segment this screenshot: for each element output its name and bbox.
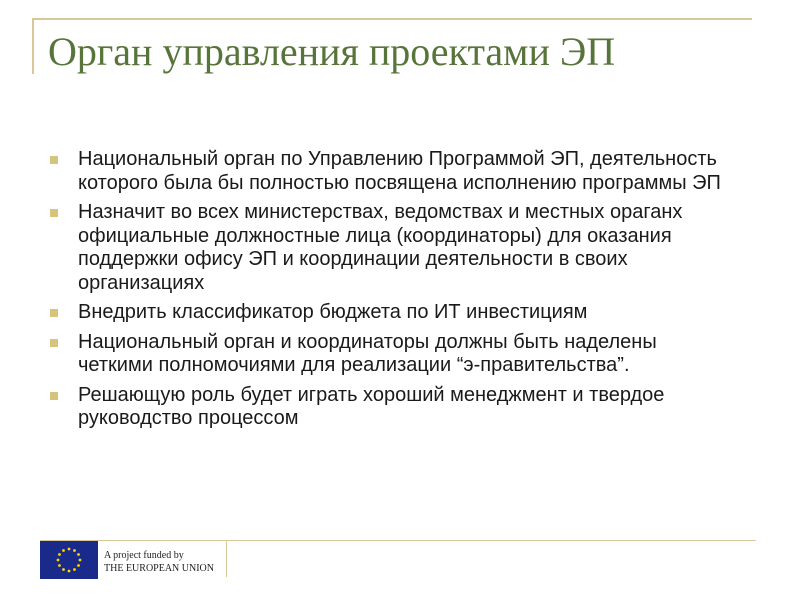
bullet-text: Национальный орган по Управлению Программой ЭП, деятельность которого была бы полностью посвящена исполнению программы ЭП: [78, 148, 721, 194]
bullet-item: [48, 201, 728, 295]
bullet-text: Национальный орган и координаторы должны быть наделены четкими полномочиями для реализации “э-правительства”.: [78, 330, 657, 376]
eu-star-icon: [79, 559, 82, 562]
square-bullet-icon: [50, 309, 58, 317]
funding-line-1: A project funded by: [104, 550, 184, 561]
funding-caption: [104, 549, 214, 575]
eu-star-icon: [73, 549, 76, 552]
top-accent-rule: [32, 18, 752, 20]
bullet-text: Решающую роль будет играть хороший менеджмент и твердое руководство процессом: [78, 383, 665, 429]
eu-star-icon: [58, 553, 61, 556]
square-bullet-icon: [50, 156, 58, 164]
slide-title: Орган управления проектами ЭП: [48, 29, 616, 74]
bullet-text: Внедрить классификатор бюджета по ИТ инвестициям: [78, 301, 588, 323]
footer-rule: [40, 540, 756, 541]
eu-star-icon: [62, 549, 65, 552]
footer-divider: [226, 541, 227, 577]
left-accent-rule: [32, 18, 34, 74]
eu-stars: [40, 541, 98, 579]
bullet-item: [48, 331, 728, 378]
eu-star-icon: [73, 568, 76, 571]
eu-star-icon: [68, 548, 71, 551]
square-bullet-icon: [50, 339, 58, 347]
eu-star-icon: [77, 564, 80, 567]
eu-star-icon: [58, 564, 61, 567]
eu-star-icon: [62, 568, 65, 571]
eu-flag-icon: [40, 541, 98, 579]
bullet-list: [48, 148, 728, 437]
eu-star-icon: [57, 559, 60, 562]
eu-star-icon: [68, 570, 71, 573]
bullet-item: [48, 148, 728, 195]
eu-star-icon: [77, 553, 80, 556]
square-bullet-icon: [50, 209, 58, 217]
bullet-item: [48, 384, 728, 431]
square-bullet-icon: [50, 392, 58, 400]
funding-line-2: THE EUROPEAN UNION: [104, 563, 214, 574]
bullet-text: Назначит во всех министерствах, ведомствах и местных ораганх официальные должностные лица (координаторы) для оказания поддержки офису ЭП и координации деятельности в своих организациях: [78, 201, 683, 294]
bullet-item: [48, 301, 728, 325]
